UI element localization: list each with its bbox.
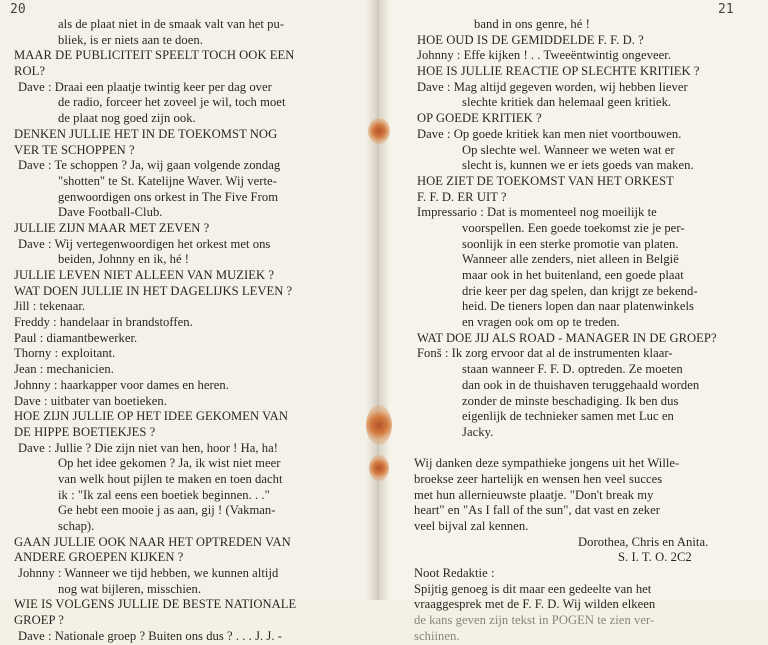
text-line: F. F. D. ER UIT ? <box>417 189 507 204</box>
binding-stain-top <box>368 118 390 144</box>
text-line: maar ook in het buitenland, een goede plaat <box>462 268 684 282</box>
text-line: als de plaat niet in de smaak valt van het pu- <box>58 17 285 31</box>
text-line: WAT DOE JIJ ALS ROAD - MANAGER IN DE GROEP? <box>417 330 717 345</box>
text-line: Op het idee gekomen ? Ja, ik wist niet meer <box>58 456 281 471</box>
binding-stain-lower <box>369 455 389 481</box>
text-line: S. I. T. O. 2C2 <box>618 550 692 565</box>
right-page <box>378 0 768 643</box>
text-line: WIE IS VOLGENS JULLIE DE BESTE NATIONALE <box>14 597 297 612</box>
text-line: de kans geven zijn tekst in POGEN te zien ver- <box>414 613 655 628</box>
text-line: drie keer per dag spelen, dan krijgt ze bekend- <box>462 283 698 298</box>
right-page-text <box>378 17 717 645</box>
text-line: de radio, forceer het zoveel je wil, toch moet <box>58 95 286 110</box>
text-line: HOE ZIET DE TOEKOMST VAN HET ORKEST <box>417 173 674 188</box>
text-line: Dave : Wij vertegenwoordigen het orkest met ons <box>18 236 271 251</box>
text-line: vraaggesprek met de F. F. D. Wij wilden elkeen <box>414 597 656 612</box>
text-line: voorspellen. Een goede toekomst zie je per- <box>462 220 685 235</box>
text-line: veel bijval zal kennen. <box>414 519 529 533</box>
text-line: Dave : Mag altijd gegeven worden, wij hebben liever <box>417 79 688 94</box>
text-line: DENKEN JULLIE HET IN DE TOEKOMST NOG <box>14 126 278 141</box>
text-line: Op slechte wel. Wanneer we weten wat er <box>462 142 675 157</box>
text-line: Wanneer alle zenders, niet alleen in België <box>462 252 679 267</box>
text-line: broekse zeer hartelijk en wensen hen veel succes <box>414 471 663 486</box>
text-line: Dave : Te schoppen ? Ja, wij gaan volgende zondag <box>18 158 281 173</box>
left-page-text <box>0 17 296 645</box>
text-line: Impressario : Dat is momenteel nog moeilijk te <box>417 205 657 220</box>
text-line: heart" en "As I fall of the sun", dat vast en zeker <box>414 503 660 518</box>
text-line: Dave : Op goede kritiek kan men niet voortbouwen. <box>417 126 682 141</box>
text-line: Johnny : Effe kijken ! . . Tweeëntwintig ongeveer. <box>417 48 672 63</box>
text-line: ANDERE GROEPEN KIJKEN ? <box>14 550 184 565</box>
text-line: Johnny : haarkapper voor dames en heren. <box>14 377 229 392</box>
text-line: Dave : Draai een plaatje twintig keer per dag over <box>18 79 272 94</box>
text-line: MAAR DE PUBLICITEIT SPEELT TOCH OOK EEN <box>14 48 295 63</box>
text-line: de plaat nog goed zijn ook. <box>58 111 196 126</box>
text-line: dan ook in de thuishaven teruggehaald worden <box>462 377 700 392</box>
page-number-left: 20 <box>10 2 26 17</box>
text-line: Dorothea, Chris en Anita. <box>578 534 709 549</box>
text-line: Dave : Jullie ? Die zijn niet van hen, hoor ! Ha, ha! <box>18 440 279 455</box>
text-line: JULLIE LEVEN NIET ALLEEN VAN MUZIEK ? <box>14 268 274 282</box>
text-line: OP GOEDE KRITIEK ? <box>417 111 542 126</box>
text-line: WAT DOEN JULLIE IN HET DAGELIJKS LEVEN ? <box>14 283 293 298</box>
text-line: GAAN JULLIE OOK NAAR HET OPTREDEN VAN <box>14 534 291 549</box>
text-line: nog wat bijleren, misschien. <box>58 581 202 596</box>
text-line: ik : "Ik zal eens een boetiek beginnen. . ." <box>58 487 270 502</box>
text-line: schiinen. <box>414 628 460 643</box>
text-line: staan wanneer F. F. D. optreden. Ze moeten <box>462 362 683 377</box>
text-line: Jacky. <box>462 424 494 439</box>
text-line: Jill : tekenaar. <box>14 299 86 314</box>
text-line: met hun allernieuwste plaatje. "Don't break my <box>414 487 654 502</box>
text-line: zonder de minste beschadiging. Ik ben dus <box>462 393 679 408</box>
text-line: DE HIPPE BOETIEKJES ? <box>14 424 156 439</box>
text-line: Wij danken deze sympathieke jongens uit het Wille- <box>414 456 680 471</box>
text-line: Fonš : Ik zorg ervoor dat al de instrumenten klaar- <box>417 346 673 361</box>
text-line: eigenlijk de technieker samen met Luc en <box>462 409 674 424</box>
text-line: band in ons genre, hé ! <box>474 17 590 31</box>
text-line: JULLIE ZIJN MAAR MET ZEVEN ? <box>14 220 210 235</box>
text-line: ROL? <box>14 64 45 79</box>
left-page <box>0 0 378 643</box>
text-line: slecht is, kunnen we er iets goeds van maken. <box>462 158 694 173</box>
text-line: HOE IS JULLIE REACTIE OP SLECHTE KRITIEK ? <box>417 64 700 79</box>
text-line: Dave : Nationale groep ? Buiten ons dus ? . . . J. J. - <box>18 628 283 643</box>
text-line: schap). <box>58 519 95 533</box>
text-line: Noot Redaktie : <box>414 566 495 581</box>
text-line: en vragen ook om op te treden. <box>462 315 620 330</box>
paragraph-gap <box>378 441 717 457</box>
text-line: GROEP ? <box>14 613 64 628</box>
binding-stain-middle <box>366 405 392 445</box>
text-line: Spijtig genoeg is dit maar een gedeelte van het <box>414 581 652 596</box>
text-line: genwoordigen ons orkest in The Five From <box>58 189 279 204</box>
text-line: Paul : diamantbewerker. <box>14 330 138 345</box>
text-line: beiden, Johnny en ik, hé ! <box>58 252 190 267</box>
text-line: "shotten" te St. Katelijne Waver. Wij verte- <box>58 173 277 188</box>
text-line: HOE ZIJN JULLIE OP HET IDEE GEKOMEN VAN <box>14 409 288 424</box>
text-line: Dave Football-Club. <box>58 205 163 220</box>
text-line: HOE OUD IS DE GEMIDDELDE F. F. D. ? <box>417 32 644 47</box>
text-line: Ge hebt een mooie j as aan, gij ! (Vakman- <box>58 503 276 518</box>
text-line: slechte kritiek dan helemaal geen kritiek. <box>462 95 672 110</box>
text-line: Johnny : Wanneer we tijd hebben, we kunnen altijd <box>18 566 279 581</box>
text-line: Jean : mechanicien. <box>14 362 114 377</box>
text-line: VER TE SCHOPPEN ? <box>14 142 135 157</box>
book-gutter <box>366 0 390 600</box>
text-line: Freddy : handelaar in brandstoffen. <box>14 315 193 330</box>
page-number-right: 21 <box>718 2 734 17</box>
text-line: Dave : uitbater van boetieken. <box>14 393 167 408</box>
text-line: heid. De tieners lopen dan naar platenwinkels <box>462 299 695 314</box>
text-line: bliek, is er niets aan te doen. <box>58 32 203 47</box>
text-line: soonlijk in een sterke promotie van platen. <box>462 236 679 251</box>
text-line: Thorny : exploitant. <box>14 346 116 361</box>
text-line: van welk hout pijlen te maken en toen dacht <box>58 471 283 486</box>
